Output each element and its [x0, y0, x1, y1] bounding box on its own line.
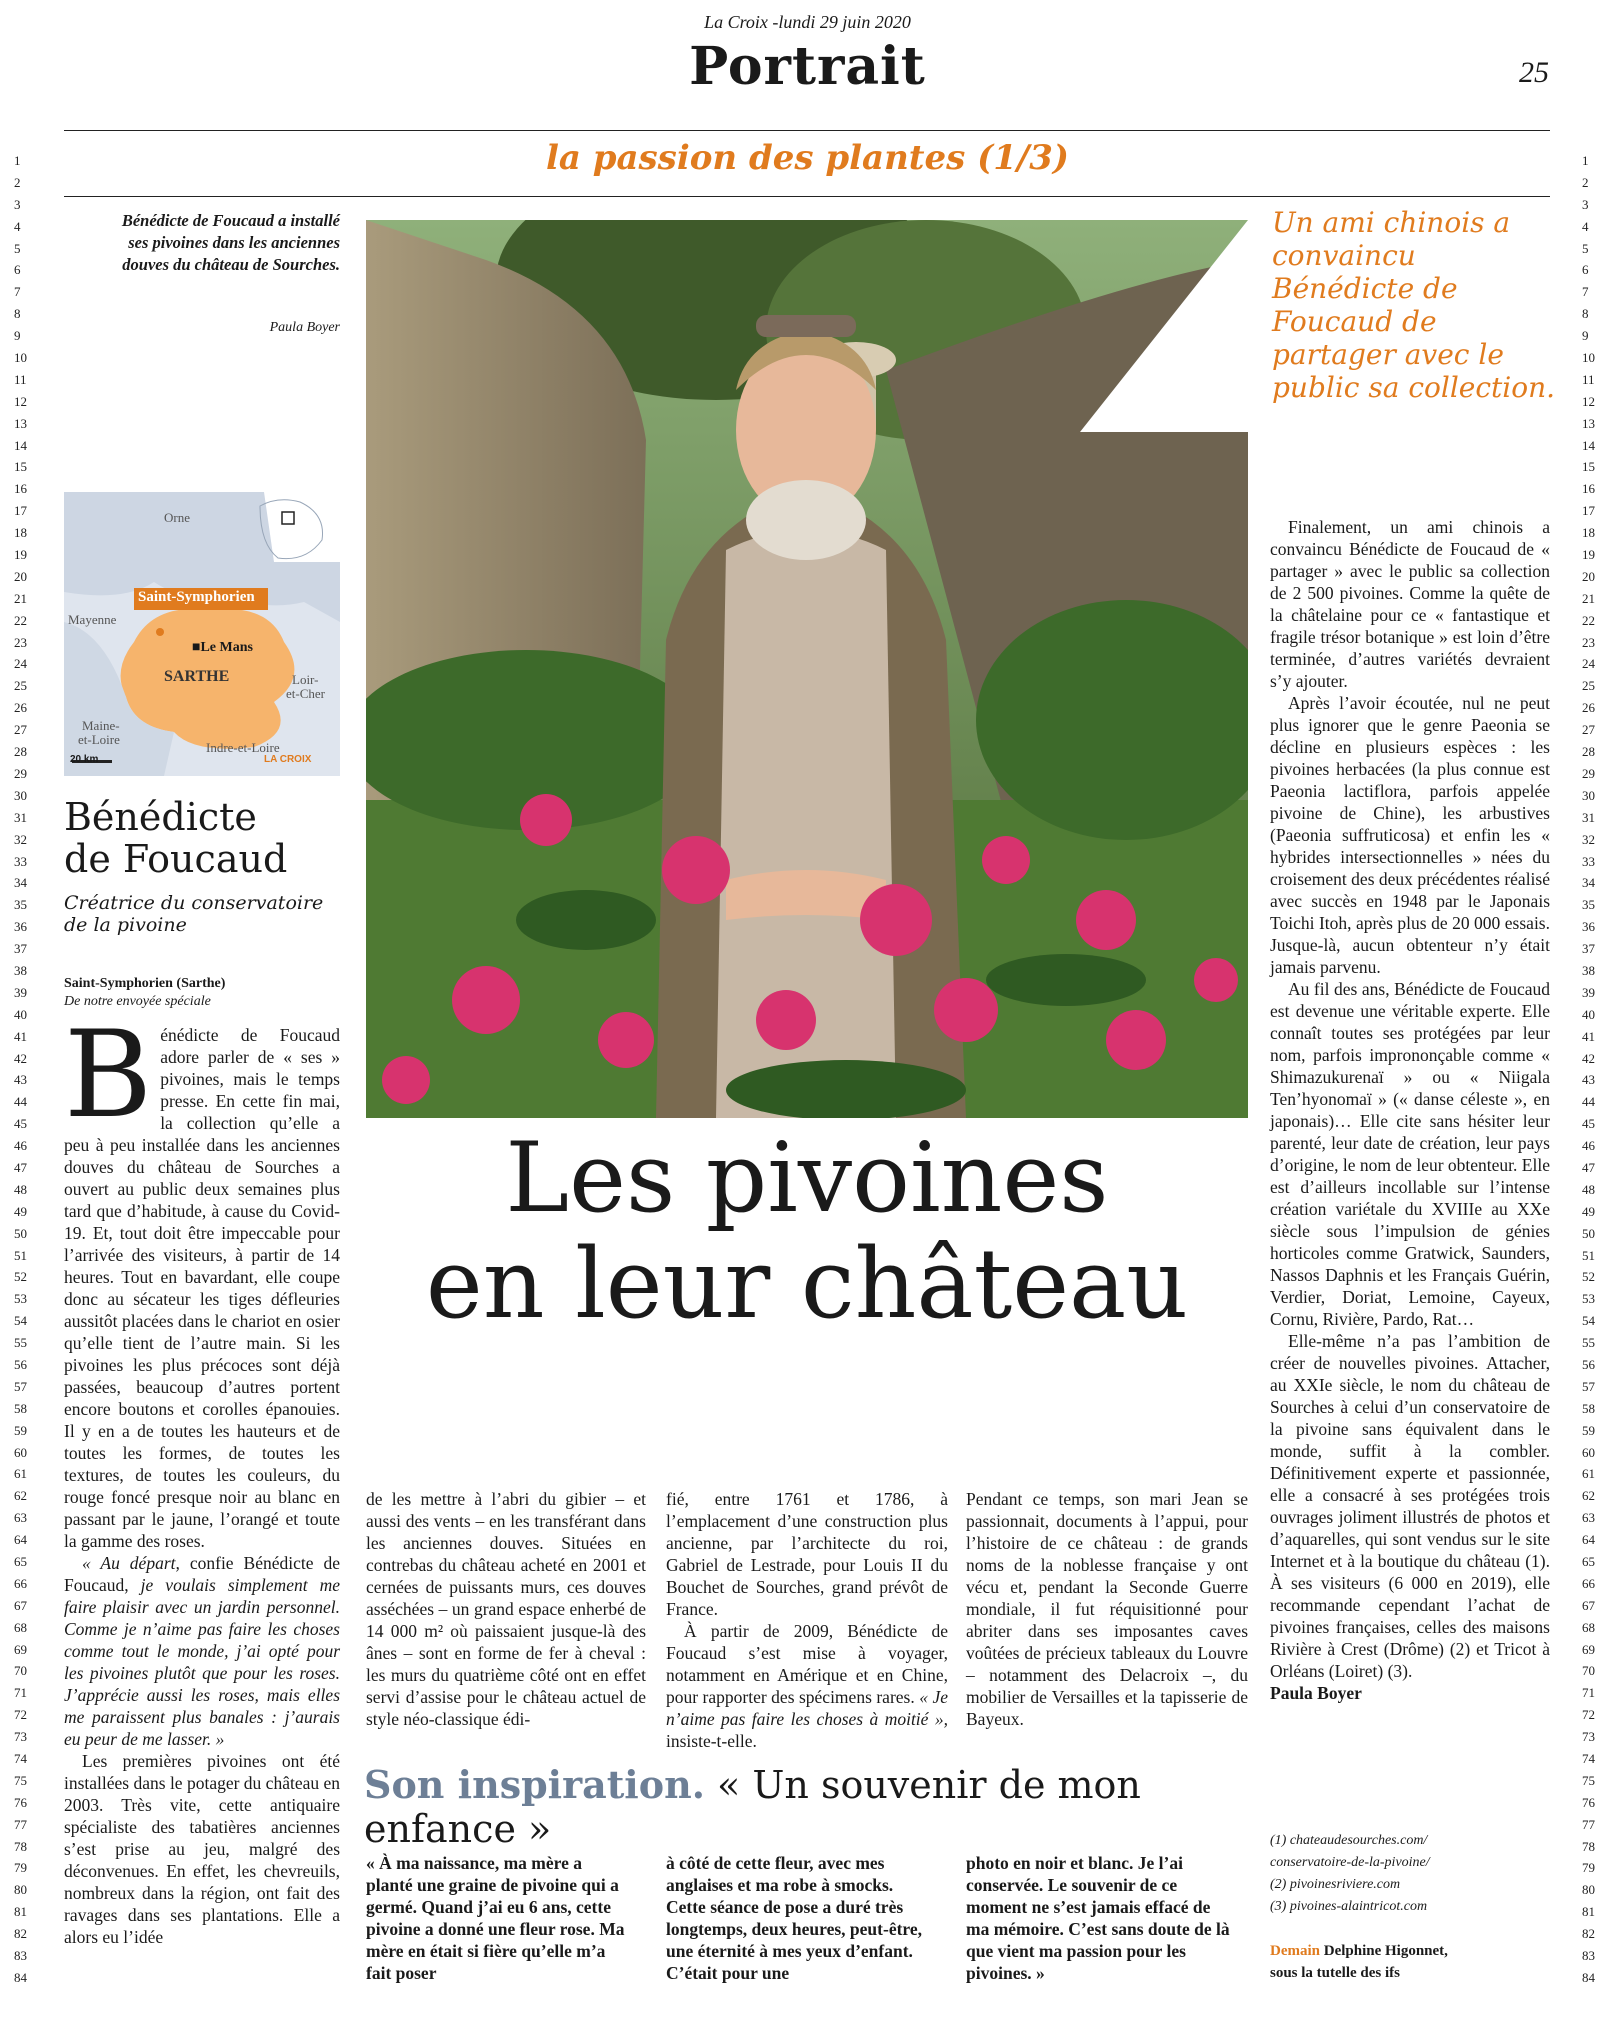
line-number: 68: [14, 1619, 27, 1635]
line-number: 15: [14, 459, 27, 475]
line-number: 54: [1582, 1313, 1595, 1329]
line-number: 3: [1582, 196, 1589, 212]
line-number: 22: [1582, 612, 1595, 628]
line-number: 66: [14, 1575, 27, 1591]
line-number: 74: [14, 1751, 27, 1767]
portrait-photo: [366, 220, 1248, 1118]
line-number: 80: [1582, 1882, 1595, 1898]
line-number: 60: [1582, 1444, 1595, 1460]
line-number: 56: [14, 1356, 27, 1372]
line-number: 29: [1582, 765, 1595, 781]
footnote-link[interactable]: (3) pivoines-alaintricot.com: [1270, 1899, 1428, 1914]
line-number: 3: [14, 196, 21, 212]
line-number: 13: [1582, 415, 1595, 431]
line-number: 5: [1582, 240, 1589, 256]
line-number: 14: [14, 437, 27, 453]
line-number: 47: [14, 1159, 27, 1175]
line-number: 32: [14, 831, 27, 847]
line-number: 77: [14, 1816, 27, 1832]
portrait-name: Bénédicte de Foucaud: [64, 795, 288, 881]
line-number: 51: [1582, 1247, 1595, 1263]
series-title: la passion des plantes (1/3): [545, 138, 1070, 178]
line-number: 35: [1582, 897, 1595, 913]
line-number: 17: [14, 503, 27, 519]
line-number: 24: [14, 656, 27, 672]
line-number: 50: [1582, 1225, 1595, 1241]
map-label-loir: Loir-: [292, 672, 319, 687]
article-paragraph: Après l’avoir écoutée, nul ne peut plus ignorer que le genre Paeonia se décline en plusieurs espèces : les pivoines herbacées (la plus connue est Paeonia lactiflora, parfois appelée pivoine de Chine), les arbustives (Paeonia suffruticosa) et enfin les « hybrides intersectionnelles » nées du croisement des deux précédentes réalisé avec succès en 1948 par le Japonais Toichi Itoh, après plus de 20 000 essais. Jusque-là, aucun obtenteur n’y était jamais parvenu.: [1270, 693, 1550, 977]
issue-date: La Croix -lundi 29 juin 2020: [704, 12, 911, 32]
line-number: 26: [14, 700, 27, 716]
line-number: 9: [14, 328, 21, 344]
line-number: 43: [14, 1072, 27, 1088]
map-label-maine2: et-Loire: [78, 732, 120, 747]
portrait-role: Créatrice du conservatoire de la pivoine: [64, 892, 324, 936]
line-number: 78: [14, 1838, 27, 1854]
line-number: 38: [14, 962, 27, 978]
map-label-orne: Orne: [164, 510, 190, 525]
line-number: 31: [1582, 809, 1595, 825]
line-number: 51: [14, 1247, 27, 1263]
line-number: 17: [1582, 503, 1595, 519]
line-number: 43: [1582, 1072, 1595, 1088]
line-number: 27: [14, 722, 27, 738]
line-number: 7: [14, 284, 21, 300]
line-number: 12: [14, 393, 27, 409]
line-number: 28: [1582, 744, 1595, 760]
article-col-2: [366, 1488, 646, 1730]
line-number: 57: [1582, 1378, 1595, 1394]
pull-quote: Un ami chinois a convaincu Bénédicte de Foucaud de partager avec le public sa collection.: [1272, 206, 1556, 404]
line-number: 2: [14, 174, 21, 190]
page-number: 25: [1519, 56, 1549, 89]
line-number: 30: [14, 787, 27, 803]
line-number: 48: [1582, 1181, 1595, 1197]
line-numbers-left: [14, 150, 27, 1989]
photo-illustration: [366, 220, 1248, 1118]
line-number: 72: [1582, 1707, 1595, 1723]
header-rule: [64, 130, 1550, 131]
line-number: 24: [1582, 656, 1595, 672]
line-number: 37: [14, 941, 27, 957]
line-number: 72: [14, 1707, 27, 1723]
article-paragraph: Au fil des ans, Bénédicte de Foucaud est devenue une véritable experte. Elle connaît toutes ses protégées par leur nom, parfois imprononçable comme « Shimazukurenaï » ou « Niigala Ten’hyonomaï » (« danse céleste », en japonais)… Elle cite sans hésiter leur parenté, leur date de création, leur pays d’origine, le nom de leur obtenteur. Elle est d’ailleurs incollable sur l’intense création variétale du XVIIIe au XXe siècle sous l’impulsion de génies horticoles comme Gratwick, Saunders, Nassos Daphnis et les Français Guérin, Verdier, Doriat, Lemoine, Cayeux, Cornu, Rivière, Pardo, Rat…: [1270, 979, 1550, 1329]
line-number: 74: [1582, 1751, 1595, 1767]
line-number: 34: [1582, 875, 1595, 891]
line-number: 84: [1582, 1969, 1595, 1985]
article-col-3: [666, 1488, 948, 1752]
line-number: 39: [14, 984, 27, 1000]
line-number: 63: [1582, 1510, 1595, 1526]
line-number: 16: [14, 481, 27, 497]
line-number: 54: [14, 1313, 27, 1329]
line-number: 55: [1582, 1335, 1595, 1351]
line-number: 41: [1582, 1028, 1595, 1044]
line-number: 76: [14, 1794, 27, 1810]
line-number: 4: [14, 218, 21, 234]
footnote-link[interactable]: conservatoire-de-la-pivoine/: [1270, 1855, 1430, 1870]
line-number: 46: [1582, 1138, 1595, 1154]
location-map: [64, 492, 340, 776]
line-number: 15: [1582, 459, 1595, 475]
line-number: 48: [14, 1181, 27, 1197]
line-number: 37: [1582, 941, 1595, 957]
line-number: 73: [1582, 1729, 1595, 1745]
line-number: 25: [1582, 678, 1595, 694]
line-number: 45: [14, 1116, 27, 1132]
line-number: 10: [14, 350, 27, 366]
map-label-maine: Maine-: [82, 718, 120, 733]
line-number: 47: [1582, 1159, 1595, 1175]
line-number: 7: [1582, 284, 1589, 300]
line-number: 45: [1582, 1116, 1595, 1132]
line-number: 9: [1582, 328, 1589, 344]
line-number: 62: [14, 1488, 27, 1504]
inspiration-col-1: « À ma naissance, ma mère a planté une graine de pivoine qui a germé. Quand j’ai eu 6 ans, cette pivoine a donné une fleur rose. Ma mère en était si fière qu’elle m’a fait poser: [366, 1853, 625, 1983]
map-label-town: Saint-Symphorien: [138, 589, 255, 605]
article-paragraph: énédicte de Foucaud adore parler de « ses » pivoines, mais le temps presse. En cette fin mai, la collection qu’elle a peu à peu installée dans les anciennes douves du château de Sourches a ouvert au public deux semaines plus tard que d’habitude, à cause du Covid-19. Et, tout doit être impeccable pour l’arrivée des visiteurs, à partir de 14 heures. Tout en bavardant, elle coupe donc au sécateur les tiges défleuries aussitôt placées dans le chariot en osier qu’elle tient de l’autre main. Si les pivoines les plus précoces sont déjà passées, beaucoup d’autres portent encore boutons et corolles épanouies. Il y en a de toutes les hauteurs et de toutes les formes, de toutes les textures, de toutes les couleurs, du rouge foncé presque noir au blanc en passant par le jaune, l’orangé et toute la gamme des roses.: [64, 1025, 340, 1551]
line-number: 18: [14, 525, 27, 541]
line-number: 44: [1582, 1094, 1595, 1110]
line-number: 10: [1582, 350, 1595, 366]
line-number: 75: [14, 1772, 27, 1788]
dateline-place: Saint-Symphorien (Sarthe): [64, 976, 226, 991]
line-number: 30: [1582, 787, 1595, 803]
line-number: 28: [14, 744, 27, 760]
line-number: 76: [1582, 1794, 1595, 1810]
line-number: 40: [1582, 1006, 1595, 1022]
line-number: 79: [1582, 1860, 1595, 1876]
line-number: 20: [1582, 568, 1595, 584]
line-number: 20: [14, 568, 27, 584]
line-number: 1: [1582, 153, 1589, 168]
next-teaser: Demain Delphine Higonnet, sous la tutelle des ifs: [1270, 1943, 1448, 1981]
article-paragraph: À partir de 2009, Bénédicte de Foucaud s’est mise à voyager, notamment en Amérique et en Chine, pour rapporter des spécimens rares. « Je n’aime pas faire les choses à moitié », insiste-t-elle.: [666, 1621, 948, 1751]
line-number: 55: [14, 1335, 27, 1351]
article-paragraph: Elle-même n’a pas l’ambition de créer de nouvelles pivoines. Attacher, au XXIe siècle, le nom du château de Sourches à celui d’un conservatoire de la pivoine sans équivalent dans le monde, suffit à la combler. Définitivement experte et passionnée, elle a consacré à ses protégées trois ouvrages joliment illustrés de photos et d’aquarelles, qui sont vendus sur le site Internet et à la boutique du château (1). À ses visiteurs (6 000 en 2019), elle recommande cependant l’achat de pivoines françaises, celles des maisons Rivière à Crest (Drôme) (2) et Tricot à Orléans (Loiret) (3).: [1270, 1331, 1550, 1681]
line-number: 36: [14, 919, 27, 935]
line-number: 34: [14, 875, 27, 891]
line-number: 82: [1582, 1926, 1595, 1942]
line-number: 49: [14, 1203, 27, 1219]
map-label-loir2: et-Cher: [286, 686, 325, 701]
line-numbers-right: [1582, 150, 1595, 1989]
line-number: 56: [1582, 1356, 1595, 1372]
line-number: 8: [14, 306, 21, 322]
line-number: 42: [14, 1050, 27, 1066]
line-number: 6: [14, 262, 21, 278]
article-col-1: [64, 1006, 341, 1948]
line-number: 42: [1582, 1050, 1595, 1066]
line-number: 18: [1582, 525, 1595, 541]
line-number: 4: [1582, 218, 1589, 234]
line-number: 27: [1582, 722, 1595, 738]
line-number: 5: [14, 240, 21, 256]
line-number: 2: [1582, 174, 1589, 190]
line-number: 19: [1582, 547, 1595, 563]
article-paragraph: « Au départ, confie Bénédicte de Foucaud, je voulais simplement me faire plaisir avec un jardin personnel. Comme je n’aime pas faire les choses comme tout le monde, j’ai opté pour les pivoines plutôt que pour les roses. J’apprécie aussi les roses, mais elles me paraissent plus banales : j’aurais eu peur de me lasser. »: [64, 1553, 340, 1749]
section-title: Portrait: [689, 36, 926, 97]
inspiration-heading: Son inspiration. « Un souvenir de mon enfance »: [364, 1762, 1141, 1851]
line-number: 71: [1582, 1685, 1595, 1701]
line-number: 82: [14, 1926, 27, 1942]
line-number: 75: [1582, 1772, 1595, 1788]
map-label-sarthe: SARTHE: [164, 668, 230, 685]
line-number: 49: [1582, 1203, 1595, 1219]
line-number: 62: [1582, 1488, 1595, 1504]
line-number: 53: [14, 1291, 27, 1307]
line-number: 38: [1582, 962, 1595, 978]
line-number: 64: [1582, 1532, 1595, 1548]
line-number: 69: [14, 1641, 27, 1657]
line-number: 67: [1582, 1597, 1595, 1613]
line-number: 14: [1582, 437, 1595, 453]
line-number: 61: [14, 1466, 27, 1482]
line-number: 53: [1582, 1291, 1595, 1307]
line-number: 29: [14, 765, 27, 781]
line-number: 65: [14, 1554, 27, 1569]
line-number: 21: [14, 590, 27, 606]
line-number: 39: [1582, 984, 1595, 1000]
photo-caption: Bénédicte de Foucaud a installé ses pivoines dans les anciennes douves du château de Sourches.: [121, 211, 340, 274]
line-number: 33: [1582, 853, 1595, 869]
line-number: 70: [1582, 1663, 1595, 1679]
photo-credit: Paula Boyer: [269, 320, 340, 335]
dateline-byline: De notre envoyée spéciale: [64, 994, 211, 1009]
line-number: 50: [14, 1225, 27, 1241]
article-paragraph: Les premières pivoines ont été installées dans le potager du château en 2003. Très vite, cette antiquaire spécialiste des tabatières anciennes s’est prise au jeu, malgré des déconvenues. En effet, les chevreuils, nombreux dans la région, ont fait des ravages dans ses plantations. Elle a alors eu l’idée: [64, 1751, 341, 1947]
line-number: 60: [14, 1444, 27, 1460]
line-number: 19: [14, 547, 27, 563]
line-number: 35: [14, 897, 27, 913]
line-number: 23: [14, 634, 27, 650]
footnote-link[interactable]: (1) chateaudesourches.com/: [1270, 1833, 1428, 1848]
line-number: 83: [14, 1948, 27, 1964]
headline: Les pivoines en leur château: [425, 1122, 1189, 1340]
line-number: 64: [14, 1532, 27, 1548]
line-number: 81: [14, 1904, 27, 1920]
line-number: 11: [14, 371, 27, 387]
line-number: 66: [1582, 1575, 1595, 1591]
inspiration-col-3: photo en noir et blanc. Je l’ai conservée. Le souvenir de ce moment ne s’est jamais effacé de ma mémoire. C’est sans doute de là que vient ma passion pour les pivoines. »: [966, 1853, 1230, 1983]
line-number: 32: [1582, 831, 1595, 847]
article-col-4: [966, 1488, 1248, 1730]
line-number: 65: [1582, 1554, 1595, 1569]
line-number: 26: [1582, 700, 1595, 716]
line-number: 71: [14, 1685, 27, 1701]
line-number: 80: [14, 1882, 27, 1898]
line-number: 63: [14, 1510, 27, 1526]
line-number: 36: [1582, 919, 1595, 935]
line-number: 31: [14, 809, 27, 825]
line-number: 52: [14, 1269, 27, 1285]
map-source: LA CROIX: [264, 754, 312, 765]
footnote-link[interactable]: (2) pivoinesriviere.com: [1270, 1877, 1401, 1892]
line-number: 12: [1582, 393, 1595, 409]
line-number: 21: [1582, 590, 1595, 606]
line-number: 1: [14, 153, 21, 168]
line-number: 11: [1582, 371, 1595, 387]
line-number: 40: [14, 1006, 27, 1022]
line-number: 69: [1582, 1641, 1595, 1657]
line-number: 57: [14, 1378, 27, 1394]
line-number: 41: [14, 1028, 27, 1044]
line-number: 84: [14, 1969, 27, 1985]
line-number: 81: [1582, 1904, 1595, 1920]
line-number: 6: [1582, 262, 1589, 278]
line-number: 46: [14, 1138, 27, 1154]
map-label-mayenne: Mayenne: [68, 612, 117, 627]
line-number: 68: [1582, 1619, 1595, 1635]
line-number: 70: [14, 1663, 27, 1679]
line-number: 58: [14, 1400, 27, 1416]
article-paragraph: Pendant ce temps, son mari Jean se passionnait, documents à l’appui, pour l’histoire de ce château : de grands noms de la noblesse française y ont vécu et, pendant la Seconde Guerre mondiale, il fut réquisitionné pour abriter dans ses imposantes caves voûtées de précieux tableaux du Louvre – notamment des Delacroix –, du mobilier de Versailles et la tapisserie de Bayeux.: [966, 1489, 1248, 1729]
line-number: 44: [14, 1094, 27, 1110]
line-number: 79: [14, 1860, 27, 1876]
series-rule: [64, 196, 1550, 197]
line-number: 67: [14, 1597, 27, 1613]
line-number: 59: [1582, 1422, 1595, 1438]
line-number: 78: [1582, 1838, 1595, 1854]
line-number: 33: [14, 853, 27, 869]
line-number: 22: [14, 612, 27, 628]
line-number: 8: [1582, 306, 1589, 322]
line-number: 77: [1582, 1816, 1595, 1832]
map-label-indre: Indre-et-Loire: [206, 740, 280, 755]
article-paragraph: de les mettre à l’abri du gibier – et aussi des vents – en les transférant dans les anciennes douves. Situées en contrebas du château acheté en 2001 et cernées de puissants murs, ces douves asséchées – un grand espace enherbé de 14 000 m² où paissaient jusque-là des ânes – sont en forme de fer à cheval : les murs du quatrième côté ont en effet servi d’assise pour le château actuel de style néo-classique édi-: [366, 1489, 646, 1729]
line-number: 23: [1582, 634, 1595, 650]
line-number: 16: [1582, 481, 1595, 497]
line-number: 61: [1582, 1466, 1595, 1482]
line-number: 73: [14, 1729, 27, 1745]
line-number: 58: [1582, 1400, 1595, 1416]
article-paragraph: Finalement, un ami chinois a convaincu Bénédicte de Foucaud de « partager » avec le public sa collection de 2 500 pivoines. Comme la quête de la châtelaine pour ce « fantastique et fragile trésor botanique » est loin d’être terminée, d’autres variétés devraient s’y ajouter.: [1270, 517, 1550, 691]
inspiration-col-2: à côté de cette fleur, avec mes anglaises et ma robe à smocks. Cette séance de pose a duré très longtemps, deux heures, peut-être, une éternité à mes yeux d’enfant. C’était pour une: [666, 1853, 923, 1983]
map-scale: 20 km: [70, 754, 99, 765]
article-col-5: [1270, 516, 1550, 1704]
article-author: Paula Boyer: [1270, 1683, 1362, 1703]
line-number: 52: [1582, 1269, 1595, 1285]
line-number: 83: [1582, 1948, 1595, 1964]
article-paragraph: fié, entre 1761 et 1786, à l’emplacement d’une construction plus ancienne, par l’architecte du roi, Gabriel de Lestrade, pour Louis II du Bouchet de Sourches, grand prévôt de France.: [666, 1489, 948, 1619]
drop-cap: B: [64, 1006, 153, 1145]
line-number: 13: [14, 415, 27, 431]
line-number: 59: [14, 1422, 27, 1438]
map-label-lemans: ■Le Mans: [192, 640, 253, 655]
footnotes: [1270, 1830, 1570, 1918]
line-number: 25: [14, 678, 27, 694]
